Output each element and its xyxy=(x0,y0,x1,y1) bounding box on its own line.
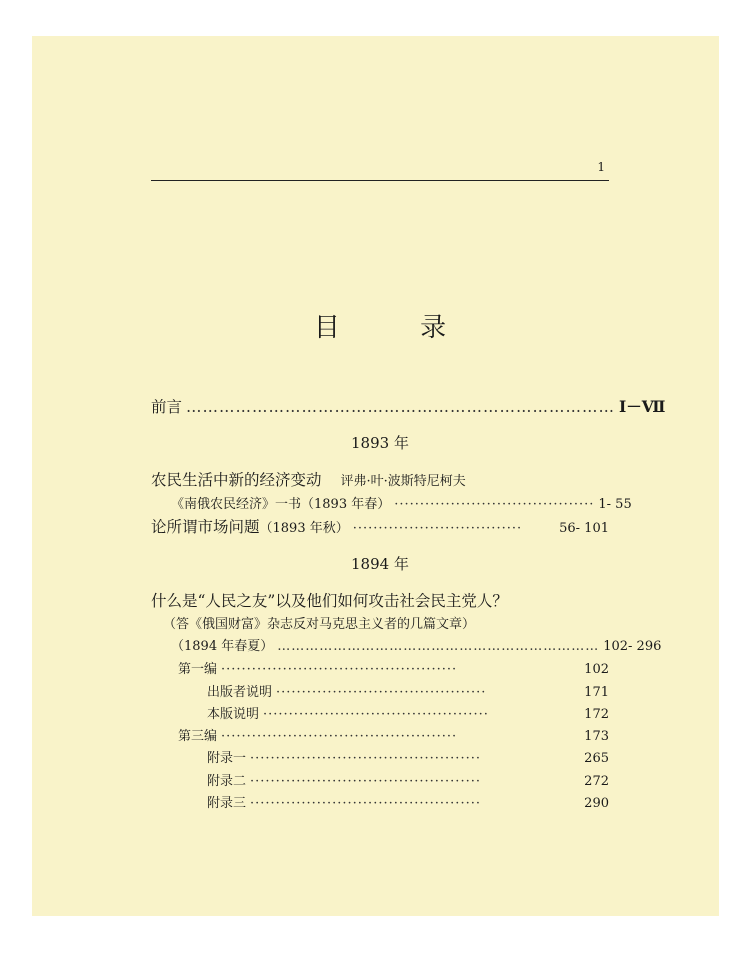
toc-entry-label: 前言 xyxy=(151,398,183,416)
toc-entry-date: （1893 年秋） xyxy=(259,521,349,536)
toc-subentry-label: 第一编 xyxy=(178,662,218,677)
header-rule xyxy=(151,180,609,181)
toc-entry-label: 农民生活中新的经济变动 xyxy=(151,471,322,489)
page-title: 目 录 xyxy=(313,313,483,343)
toc-subentry[interactable] xyxy=(178,658,609,677)
toc-entry-title[interactable] xyxy=(151,468,466,490)
toc-leader-dots: ································· xyxy=(352,521,523,536)
toc-leader-dots: ······································· xyxy=(394,497,595,512)
section-year-1893: 1893 年 xyxy=(351,434,409,452)
toc-subentry-page: 102 xyxy=(584,662,609,677)
toc-entry-line[interactable] xyxy=(171,493,632,512)
toc-subentry-page: 272 xyxy=(584,774,609,789)
page-number: 1 xyxy=(597,160,605,174)
toc-subentry[interactable] xyxy=(207,703,609,722)
toc-leader-dots: …………………………………………………………… xyxy=(277,639,600,654)
toc-subentry[interactable] xyxy=(207,747,609,766)
toc-subentry-page: 265 xyxy=(584,751,609,766)
toc-entry-pages: Ⅰ－Ⅶ xyxy=(619,397,666,416)
toc-subentry-page: 173 xyxy=(584,729,609,744)
section-year-1894: 1894 年 xyxy=(351,555,409,573)
toc-leader-dots: …………………………………………………………………… xyxy=(186,398,616,416)
toc-subentry-label: 附录一 xyxy=(207,751,247,766)
toc-subentry-label: 附录三 xyxy=(207,796,247,811)
toc-entry-label: 论所谓市场问题 xyxy=(151,518,260,536)
toc-entry-subtitle: 评弗·叶·波斯特尼柯夫 xyxy=(340,474,466,489)
toc-leader-dots: ············································· xyxy=(250,774,481,789)
toc-entry-pages: 1- 55 xyxy=(598,497,632,512)
toc-subentry-page: 171 xyxy=(584,685,609,700)
toc-subentry[interactable] xyxy=(207,792,609,811)
toc-entry-note: （答《俄国财富》杂志反对马克思主义者的几篇文章） xyxy=(163,617,476,632)
toc-leader-dots: ············································· xyxy=(250,751,481,766)
toc-subentry-label: 出版者说明 xyxy=(207,685,273,700)
toc-leader-dots: ············································· xyxy=(250,796,481,811)
toc-subentry[interactable] xyxy=(178,725,609,744)
toc-entry-pages: 56- 101 xyxy=(559,521,609,536)
toc-subentry-page: 172 xyxy=(584,707,609,722)
toc-leader-dots: ·············································· xyxy=(221,662,458,677)
toc-entry[interactable] xyxy=(151,515,609,537)
toc-leader-dots: ·············································· xyxy=(221,729,458,744)
toc-subentry[interactable] xyxy=(207,681,609,700)
toc-entry-title[interactable]: 什么是“人民之友”以及他们如何攻击社会民主党人？ xyxy=(151,592,508,610)
toc-entry-subtitle: 《南俄农民经济》一书（1893 年春） xyxy=(171,497,391,512)
toc-leader-dots: ········································· xyxy=(276,685,487,700)
toc-entry-date: （1894 年春夏） xyxy=(171,639,274,654)
toc-subentry-label: 本版说明 xyxy=(207,707,260,722)
toc-leader-dots: ············································ xyxy=(263,707,489,722)
toc-entry-preface[interactable] xyxy=(151,395,666,417)
toc-entry-pages: 102- 296 xyxy=(603,639,662,654)
toc-subentry-label: 第三编 xyxy=(178,729,218,744)
toc-subentry-page: 290 xyxy=(584,796,609,811)
toc-subentry[interactable] xyxy=(207,770,609,789)
toc-entry-line[interactable] xyxy=(171,635,662,654)
toc-subentry-label: 附录二 xyxy=(207,774,247,789)
